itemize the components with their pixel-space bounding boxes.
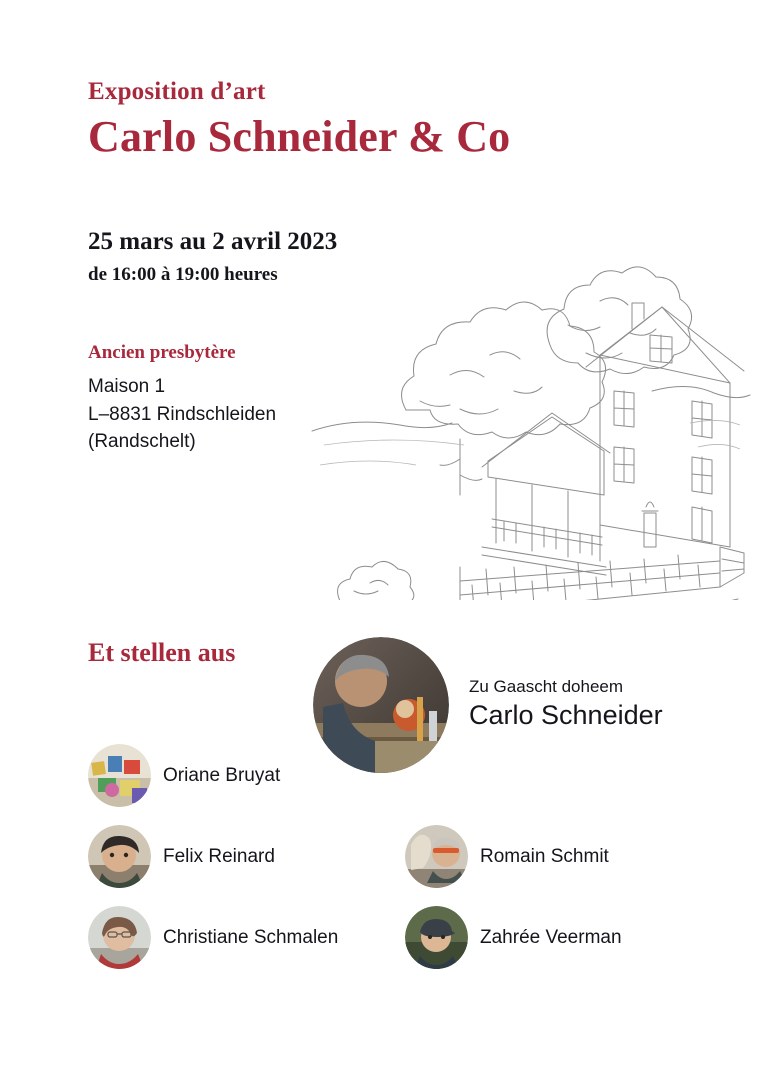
list-item — [405, 906, 622, 969]
list-item — [88, 744, 280, 807]
christiane-schmalen-portrait — [88, 906, 151, 969]
poster-header — [88, 78, 648, 162]
list-item — [88, 906, 338, 969]
artist-name: Felix Reinard — [163, 845, 275, 867]
poster-kicker: Exposition d’art — [88, 78, 266, 105]
artist-name: Romain Schmit — [480, 845, 609, 867]
romain-schmit-portrait — [405, 825, 468, 888]
artist-name: Christiane Schmalen — [163, 926, 339, 948]
venue-address-line-3: (Randschelt) — [88, 431, 196, 453]
featured-artist — [313, 637, 733, 777]
featured-artist-kicker: Zu Gaascht doheem — [469, 677, 624, 696]
venue-address-line-2: L–8831 Rindschleiden — [88, 403, 277, 425]
featured-artist-text — [469, 677, 663, 731]
venue-title: Ancien presbytère — [88, 342, 236, 363]
artist-name: Zahrée Veerman — [480, 926, 622, 948]
venue-address-line-1: Maison 1 — [88, 376, 166, 397]
event-dates: 25 mars au 2 avril 2023 — [88, 228, 338, 255]
exhibitors-heading: Et stellen aus — [88, 638, 236, 667]
felix-reinard-portrait — [88, 825, 151, 888]
house-line-drawing-illustration — [300, 195, 752, 600]
featured-artist-name: Carlo Schneider — [469, 700, 663, 731]
oriane-bruyat-portrait — [88, 744, 151, 807]
list-item — [88, 825, 275, 888]
carlo-schneider-portrait — [313, 637, 449, 773]
page-title: Carlo Schneider & Co — [88, 111, 511, 161]
zahree-veerman-portrait — [405, 906, 468, 969]
event-times: de 16:00 à 19:00 heures — [88, 263, 278, 285]
list-item — [405, 825, 609, 888]
artist-name: Oriane Bruyat — [163, 764, 281, 786]
